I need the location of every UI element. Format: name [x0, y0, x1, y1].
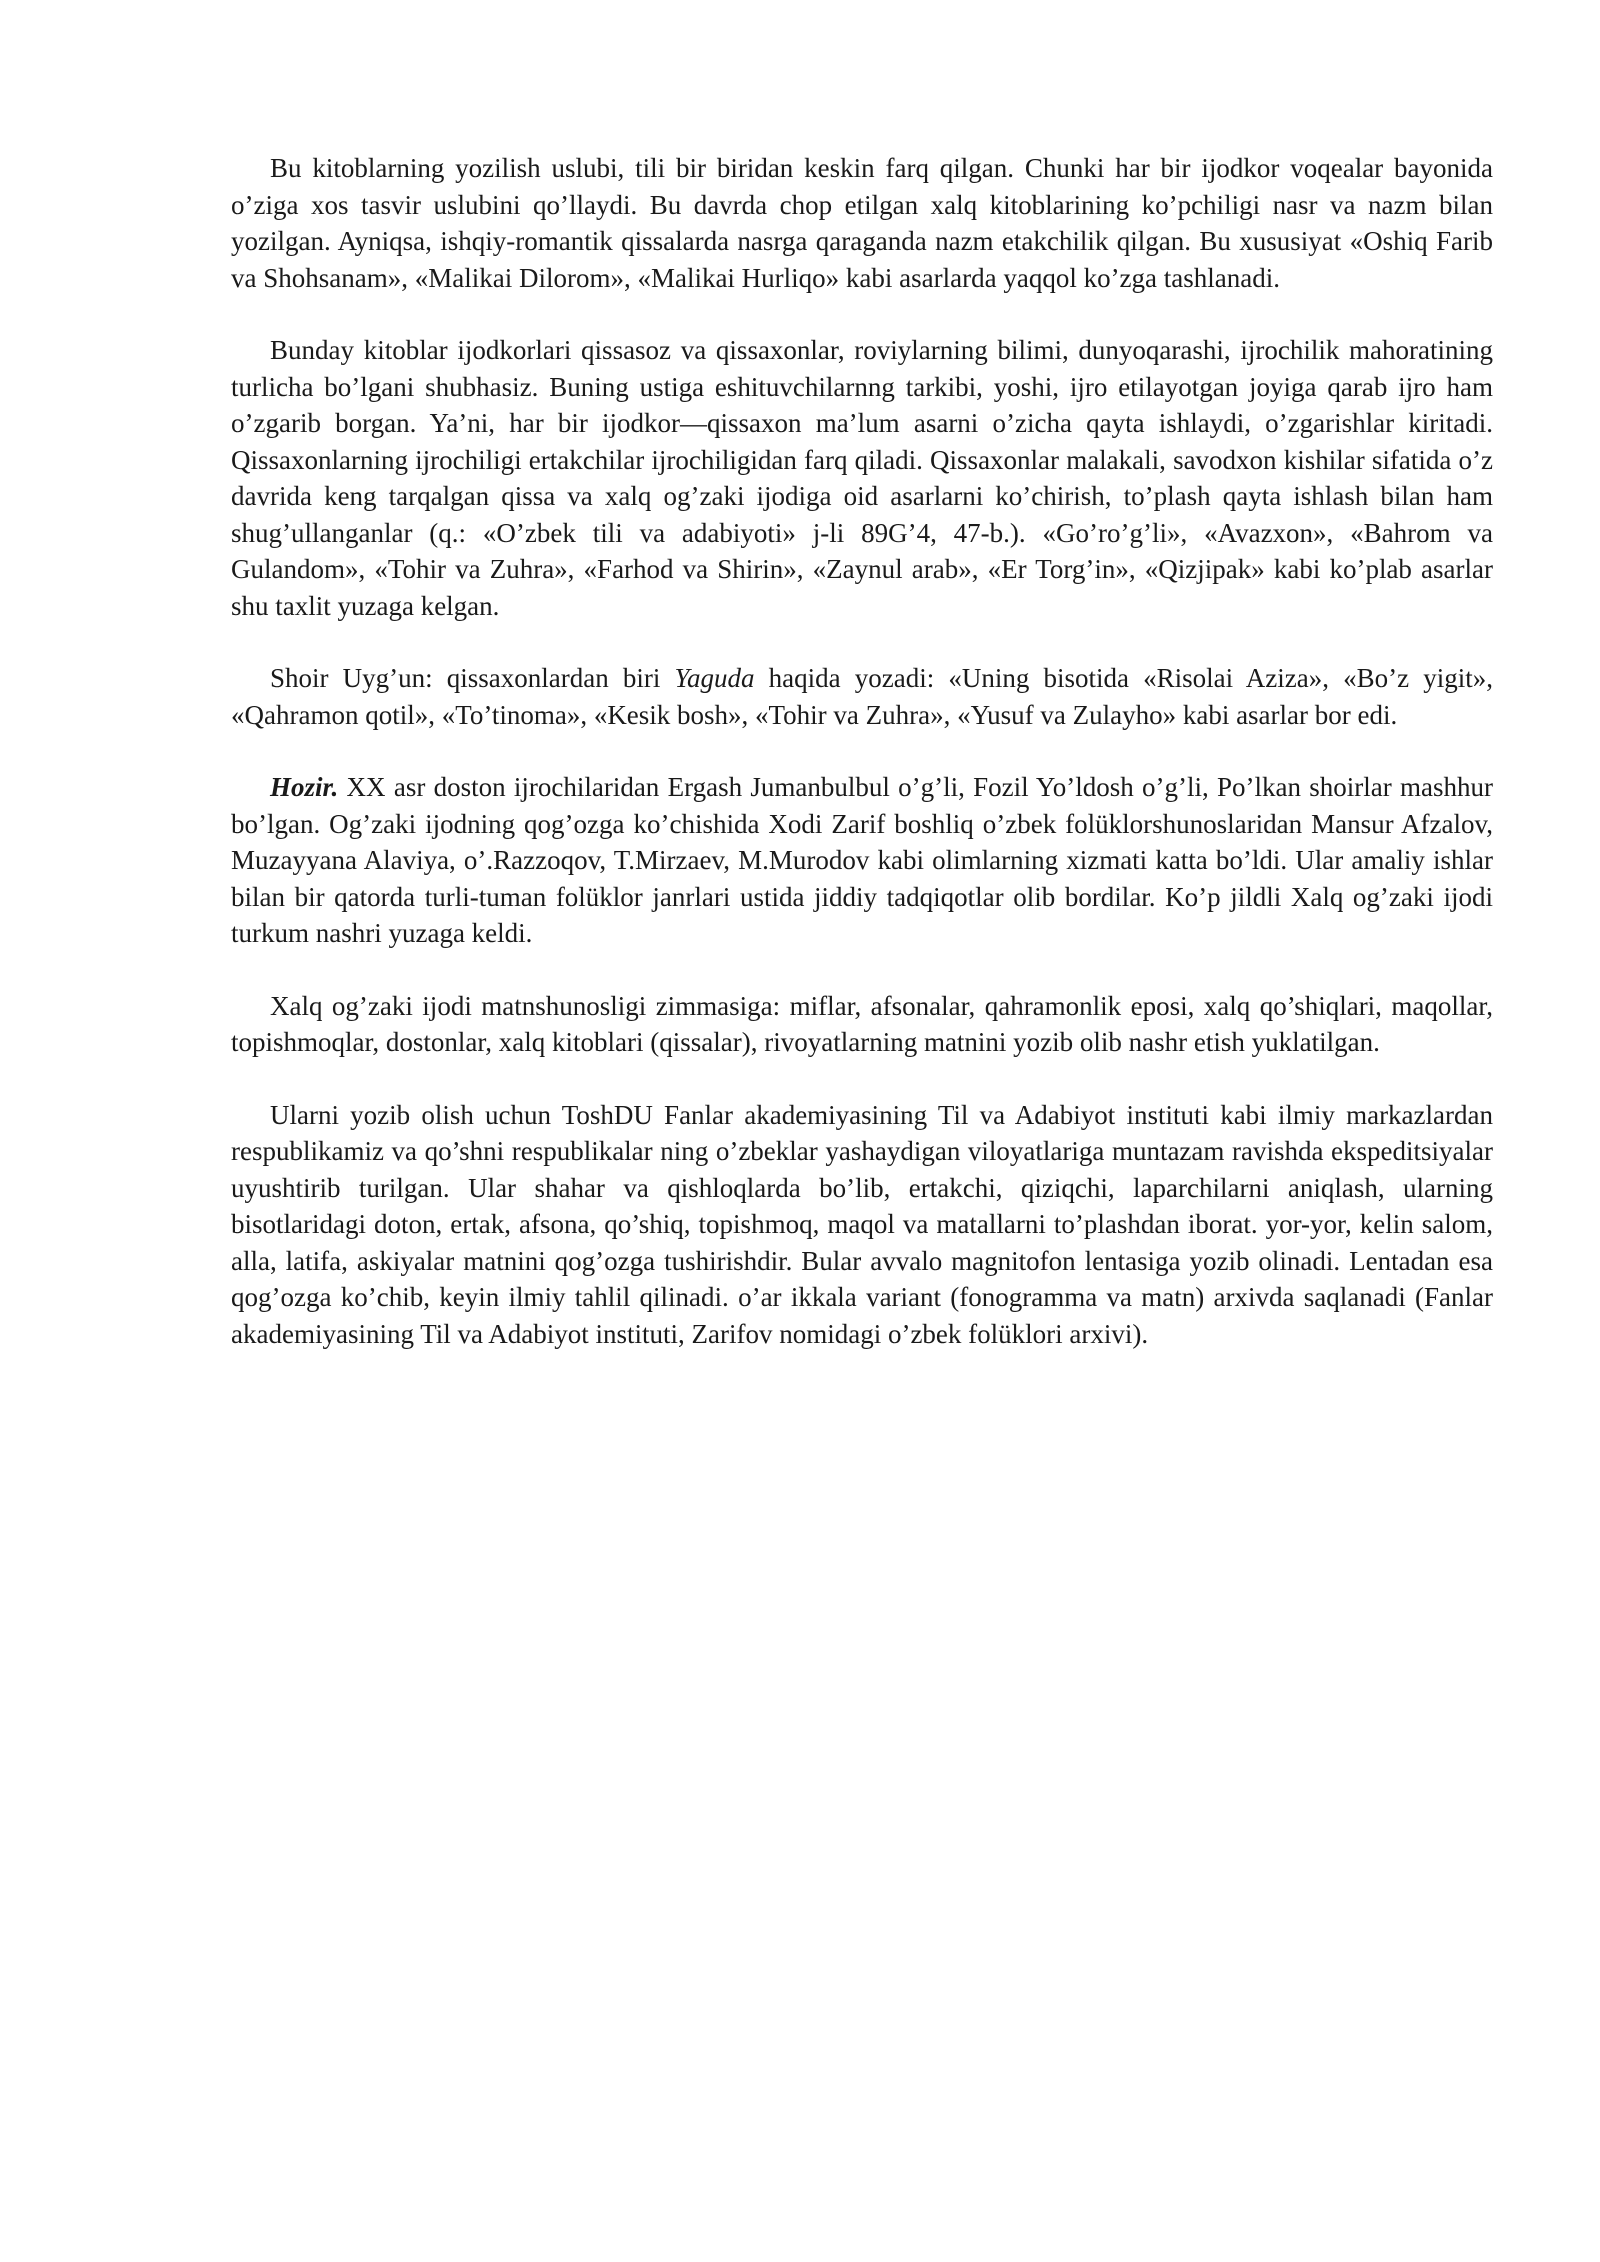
paragraph-1: Bu kitoblarning yozilish uslubi, tili bir biridan keskin farq qilgan. Chunki har bir ijodkor voqealar bayonida o’ziga xos tasvir uslubini qo’llaydi. Bu davrda chop etilgan xalq kitoblarining ko’pchiligi nasr va nazm bilan yozilgan. Ayniqsa, ishqiy-romantik qissalarda nasrga qaraganda nazm etakchilik qilgan. Bu xususiyat «Oshiq Farib va Shohsanam», «Malikai Dilorom», «Malikai Hurliqo» kabi asarlarda yaqqol ko’zga tashlanadi.	[231, 153, 1493, 293]
bold-italic-lead-hozir: Hozir.	[270, 772, 339, 802]
paragraph-6: Ularni yozib olish uchun ToshDU Fanlar akademiyasining Til va Adabiyot instituti kabi ilmiy markazlardan respublikamiz va qo’shni respublikalar ning o’zbeklar yashaydigan viloyatlariga muntazam ravishda ekspeditsiyalar uyushtirib turilgan. Ular shahar va qishloqlarda bo’lib, ertakchi, qiziqchi, laparchilarni aniqlash, ularning bisotlaridagi doton, ertak, afsona, qo’shiq, topishmoq, maqol va matallarni to’plashdan iborat. yor-yor, kelin salom, alla, latifa, askiyalar matnini qog’ozga tushirishdir. Bular avvalo magnitofon lentasiga yozib olinadi. Lentadan esa qog’ozga ko’chib, keyin ilmiy tahlil qilinadi. o’ar ikkala variant (fonogramma va matn) arxivda saqlanadi (Fanlar akademiyasining Til va Adabiyot instituti, Zarifov nomidagi o’zbek folüklori arxivi).	[231, 1099, 1493, 1349]
document-page	[231, 150, 1493, 1388]
paragraph-3-text-end: haqida yozadi: «Uning bisotida «Risolai Aziza», «Bo’z yigit», «Qahramon qotil», «To’tinoma», «Kesik bosh», «Tohir va Zuhra», «Yusuf va Zulayho» kabi asarlar bor edi.	[231, 663, 1493, 730]
paragraph-4	[231, 769, 1493, 952]
paragraph-2: Bunday kitoblar ijodkorlari qissasoz va qissaxonlar, roviylarning bilimi, dunyoqarashi, ijrochilik mahoratining turlicha bo’lgani shubhasiz. Buning ustiga eshituvchilarnng tarkibi, yoshi, ijro etilayotgan joyiga qarab ijro ham o’zgarib borgan. Ya’ni, har bir ijodkor—qissaxon ma’lum asarni o’zicha qayta ishlaydi, o’zgarishlar kiritadi. Qissaxonlarning ijrochiligi ertakchilar ijrochiligidan farq qiladi. Qissaxonlar malakali, savodxon kishilar sifatida o’z davrida keng tarqalgan qissa va xalq og’zaki ijodiga oid asarlarni ko’chirish, to’plash qayta ishlash bilan ham shug’ullanganlar (q.: «O’zbek tili va adabiyoti» j-li 89G’4, 47-b.). «Go’ro’g’li», «Avazxon», «Bahrom va Gulandom», «Tohir va Zuhra», «Farhod va Shirin», «Zaynul arab», «Er Torg’in», «Qizjipak» kabi ko’plab asarlar shu taxlit yuzaga kelgan.	[231, 335, 1493, 621]
paragraph-4-text: XX asr doston ijrochilaridan Ergash Jumanbulbul o’g’li, Fozil Yo’ldosh o’g’li, Po’lkan shoirlar mashhur bo’lgan. Og’zaki ijodning qog’ozga ko’chishida Xodi Zarif boshliq o’zbek folüklorshunoslaridan Mansur Afzalov, Muzayyana Alaviya, o’.Razzoqov, T.Mirzaev, M.Murodov kabi olimlarning xizmati katta bo’ldi. Ular amaliy ishlar bilan bir qatorda turli-tuman folüklor janrlari ustida jiddiy tadqiqotlar olib bordilar. Ko’p jildli Xalq og’zaki ijodi turkum nashri yuzaga keldi.	[231, 772, 1493, 948]
paragraph-3-text-start: Shoir Uyg’un: qissaxonlardan biri	[270, 663, 675, 693]
paragraph-3	[231, 660, 1493, 733]
italic-name-yaguda: Yaguda	[674, 663, 755, 693]
paragraph-5: Xalq og’zaki ijodi matnshunosligi zimmasiga: miflar, afsonalar, qahramonlik eposi, xalq qo’shiqlari, maqollar, topishmoqlar, dostonlar, xalq kitoblari (qissalar), rivoyatlarning matnini yozib olib nashr etish yuklatilgan.	[231, 990, 1493, 1057]
